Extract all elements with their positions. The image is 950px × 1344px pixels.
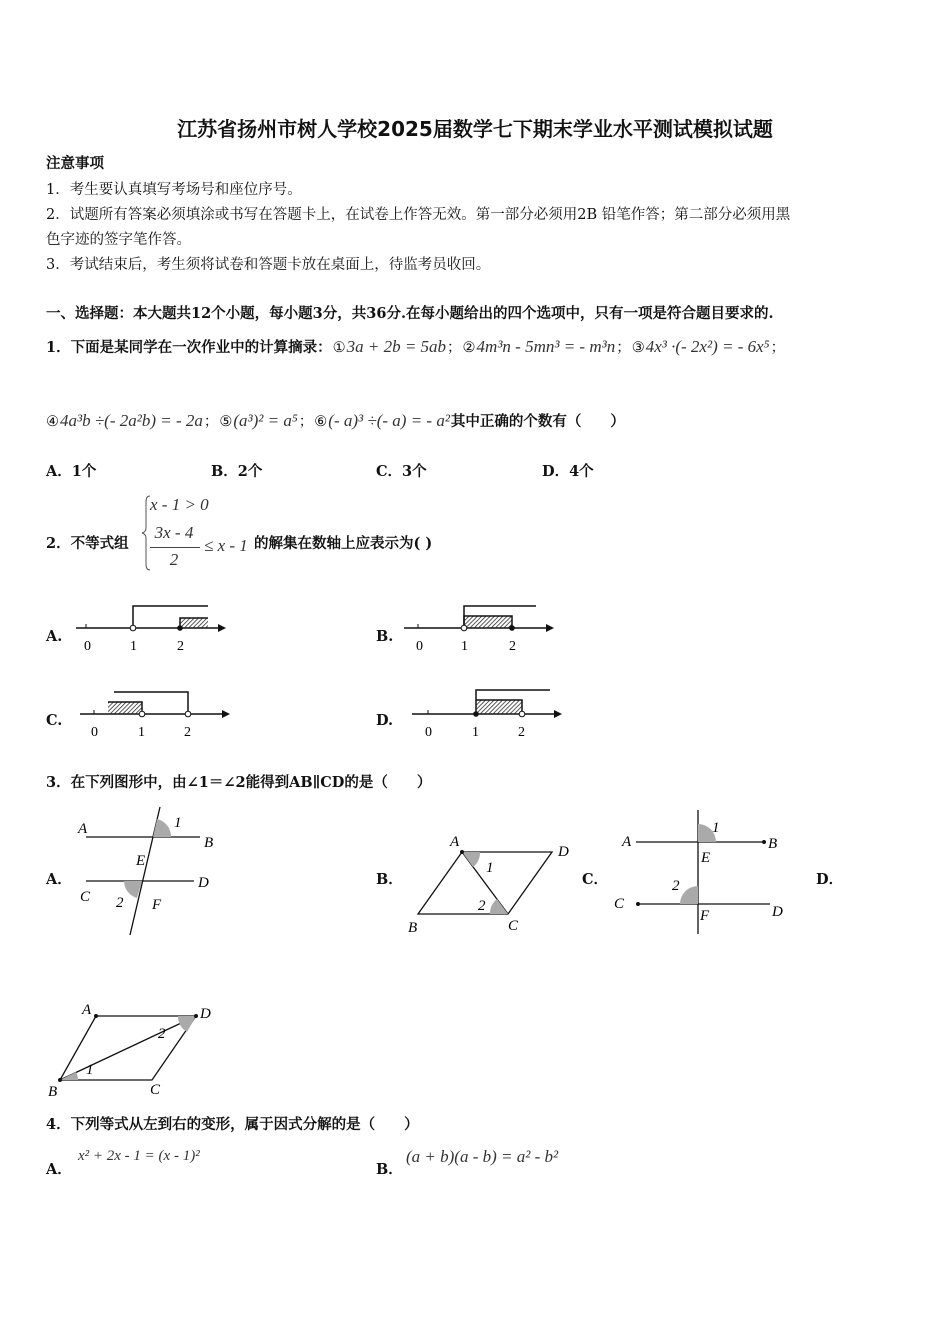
label-d: D	[772, 904, 783, 920]
q4-option-a[interactable]: A．	[46, 1161, 72, 1178]
label-b: B	[204, 835, 214, 851]
q1-circle-5: ⑤	[219, 414, 233, 430]
label-angle-2: 2	[116, 895, 124, 911]
label-c: C	[80, 889, 91, 905]
q1-circle-2: ②	[462, 340, 476, 356]
q4-expr-b: (a + b)(a - b) = a² - b²	[406, 1147, 559, 1166]
q1-option-d[interactable]: D．4个	[542, 463, 594, 480]
q1-sep-2: ；	[616, 340, 631, 356]
label-d: D	[558, 844, 569, 860]
label-f: F	[152, 897, 162, 913]
label-angle-1: 1	[486, 860, 494, 876]
label-b: B	[48, 1084, 58, 1100]
label-angle-2: 2	[672, 878, 680, 894]
q3-option-b[interactable]: B．	[376, 871, 403, 888]
q2-frac-bar	[150, 547, 200, 548]
q1-line2	[46, 410, 625, 431]
page-title: 江苏省扬州市树人学校2025届数学七下期末学业水平测试模拟试题	[177, 117, 773, 141]
q3-stem: 3．在下列图形中，由∠1＝∠2能得到AB∥CD的是（ ）	[46, 774, 432, 791]
q2-numberline-b	[404, 600, 554, 656]
tick-1: 1	[461, 639, 468, 654]
notice-heading: 注意事项	[46, 155, 104, 172]
label-a: A	[82, 1002, 92, 1018]
tick-1: 1	[130, 639, 137, 654]
q1-circle-1: ①	[332, 340, 346, 356]
q3-figure-b	[404, 830, 584, 940]
tick-0: 0	[425, 725, 432, 740]
notice-item-1: 1．考生要认真填写考场号和座位序号。	[46, 182, 302, 198]
label-angle-2: 2	[158, 1026, 166, 1042]
q2-numberline-d	[412, 684, 562, 740]
q1-sep-4: ；	[203, 414, 219, 430]
q2-stem: 2．不等式组	[46, 535, 129, 552]
label-a: A	[450, 834, 460, 850]
label-d: D	[200, 1006, 211, 1022]
q2-numberline-a	[76, 600, 226, 656]
q3-option-a[interactable]: A．	[46, 871, 72, 888]
q2-numberline-c	[80, 684, 230, 740]
label-c: C	[614, 896, 625, 912]
q1-expr-5: (a³)² = a⁵	[233, 411, 298, 430]
q3-figure-c	[612, 808, 802, 938]
label-b: B	[768, 836, 778, 852]
q1-circle-4: ④	[46, 414, 59, 430]
q1-expr-6: (- a)³ ÷(- a) = - a²	[328, 411, 450, 430]
q4-stem: 4．下列等式从左到右的变形，属于因式分解的是（ ）	[46, 1116, 419, 1133]
tick-1: 1	[138, 725, 145, 740]
tick-0: 0	[91, 725, 98, 740]
q1-option-a[interactable]: A．1个	[46, 463, 97, 480]
q1-line1	[46, 336, 785, 357]
label-d: D	[198, 875, 209, 891]
tick-0: 0	[84, 639, 91, 654]
label-c: C	[150, 1082, 161, 1098]
notice-item-2: 2．试题所有答案必须填涂或书写在答题卡上，在试卷上作答无效。第一部分必须用2B 铅笔作答；第二部分必须用黑	[46, 207, 791, 223]
notice-item-2-cont: 色字迹的签字笔作答。	[46, 232, 191, 248]
label-angle-2: 2	[478, 898, 486, 914]
q1-option-b[interactable]: B．2个	[211, 463, 263, 480]
q3-option-d[interactable]: D．	[816, 871, 844, 888]
q2-tail: 的解集在数轴上应表示为( )	[254, 535, 433, 552]
q4-expr-a: x² + 2x - 1 = (x - 1)²	[78, 1148, 200, 1164]
section-heading: 一、选择题：本大题共12个小题，每小题3分，共36分.在每小题给出的四个选项中，只有一项是符合题目要求的.	[46, 305, 774, 322]
q2-frac-num: 3x - 4	[154, 523, 194, 542]
q2-option-a[interactable]: A.	[46, 628, 63, 645]
q3-figure-d	[46, 1000, 226, 1100]
label-b: B	[408, 920, 418, 936]
label-a: A	[78, 821, 88, 837]
q1-tail: 其中正确的个数有（ ）	[450, 413, 625, 430]
label-a: A	[622, 834, 632, 850]
q2-option-b[interactable]: B.	[376, 628, 394, 645]
label-e: E	[136, 853, 146, 869]
q2-ineq-2-rhs: ≤ x - 1	[204, 536, 248, 555]
label-f: F	[700, 908, 710, 924]
tick-2: 2	[518, 725, 525, 740]
label-c: C	[508, 918, 519, 934]
q1-sep-1: ；	[447, 340, 462, 356]
q1-expr-1: 3a + 2b = 5ab	[346, 337, 447, 356]
q1-expr-3: 4x³ ·(- 2x²) = - 6x⁵	[645, 337, 770, 356]
q1-expr-2: 4m³n - 5mn³ = - m³n	[476, 337, 616, 356]
q1-expr-4: 4a³b ÷(- 2a²b) = - 2a	[60, 411, 203, 430]
q2-frac-den: 2	[169, 550, 179, 569]
q2-option-c[interactable]: C.	[46, 712, 63, 729]
tick-2: 2	[509, 639, 516, 654]
q1-sep-3: ；	[770, 340, 786, 356]
notice-item-3: 3．考试结束后，考生须将试卷和答题卡放在桌面上，待监考员收回。	[46, 257, 491, 273]
tick-1: 1	[472, 725, 479, 740]
label-e: E	[701, 850, 711, 866]
label-angle-1: 1	[712, 820, 720, 836]
q2-option-d[interactable]: D.	[376, 712, 394, 729]
q1-circle-6: ⑥	[314, 414, 328, 430]
tick-2: 2	[184, 725, 191, 740]
q1-sep-5: ；	[298, 414, 314, 430]
label-angle-1: 1	[86, 1062, 94, 1078]
q4-option-b[interactable]: B．	[376, 1161, 403, 1178]
q3-option-c[interactable]: C．	[582, 871, 609, 888]
label-angle-1: 1	[174, 815, 182, 831]
q3-figure-a	[76, 805, 226, 940]
q1-circle-3: ③	[631, 340, 645, 356]
q1-option-c[interactable]: C．3个	[376, 463, 427, 480]
tick-0: 0	[416, 639, 423, 654]
tick-2: 2	[177, 639, 184, 654]
q1-stem: 1．下面是某同学在一次作业中的计算摘录：	[46, 339, 332, 356]
q2-ineq-1: x - 1 > 0	[150, 495, 209, 514]
